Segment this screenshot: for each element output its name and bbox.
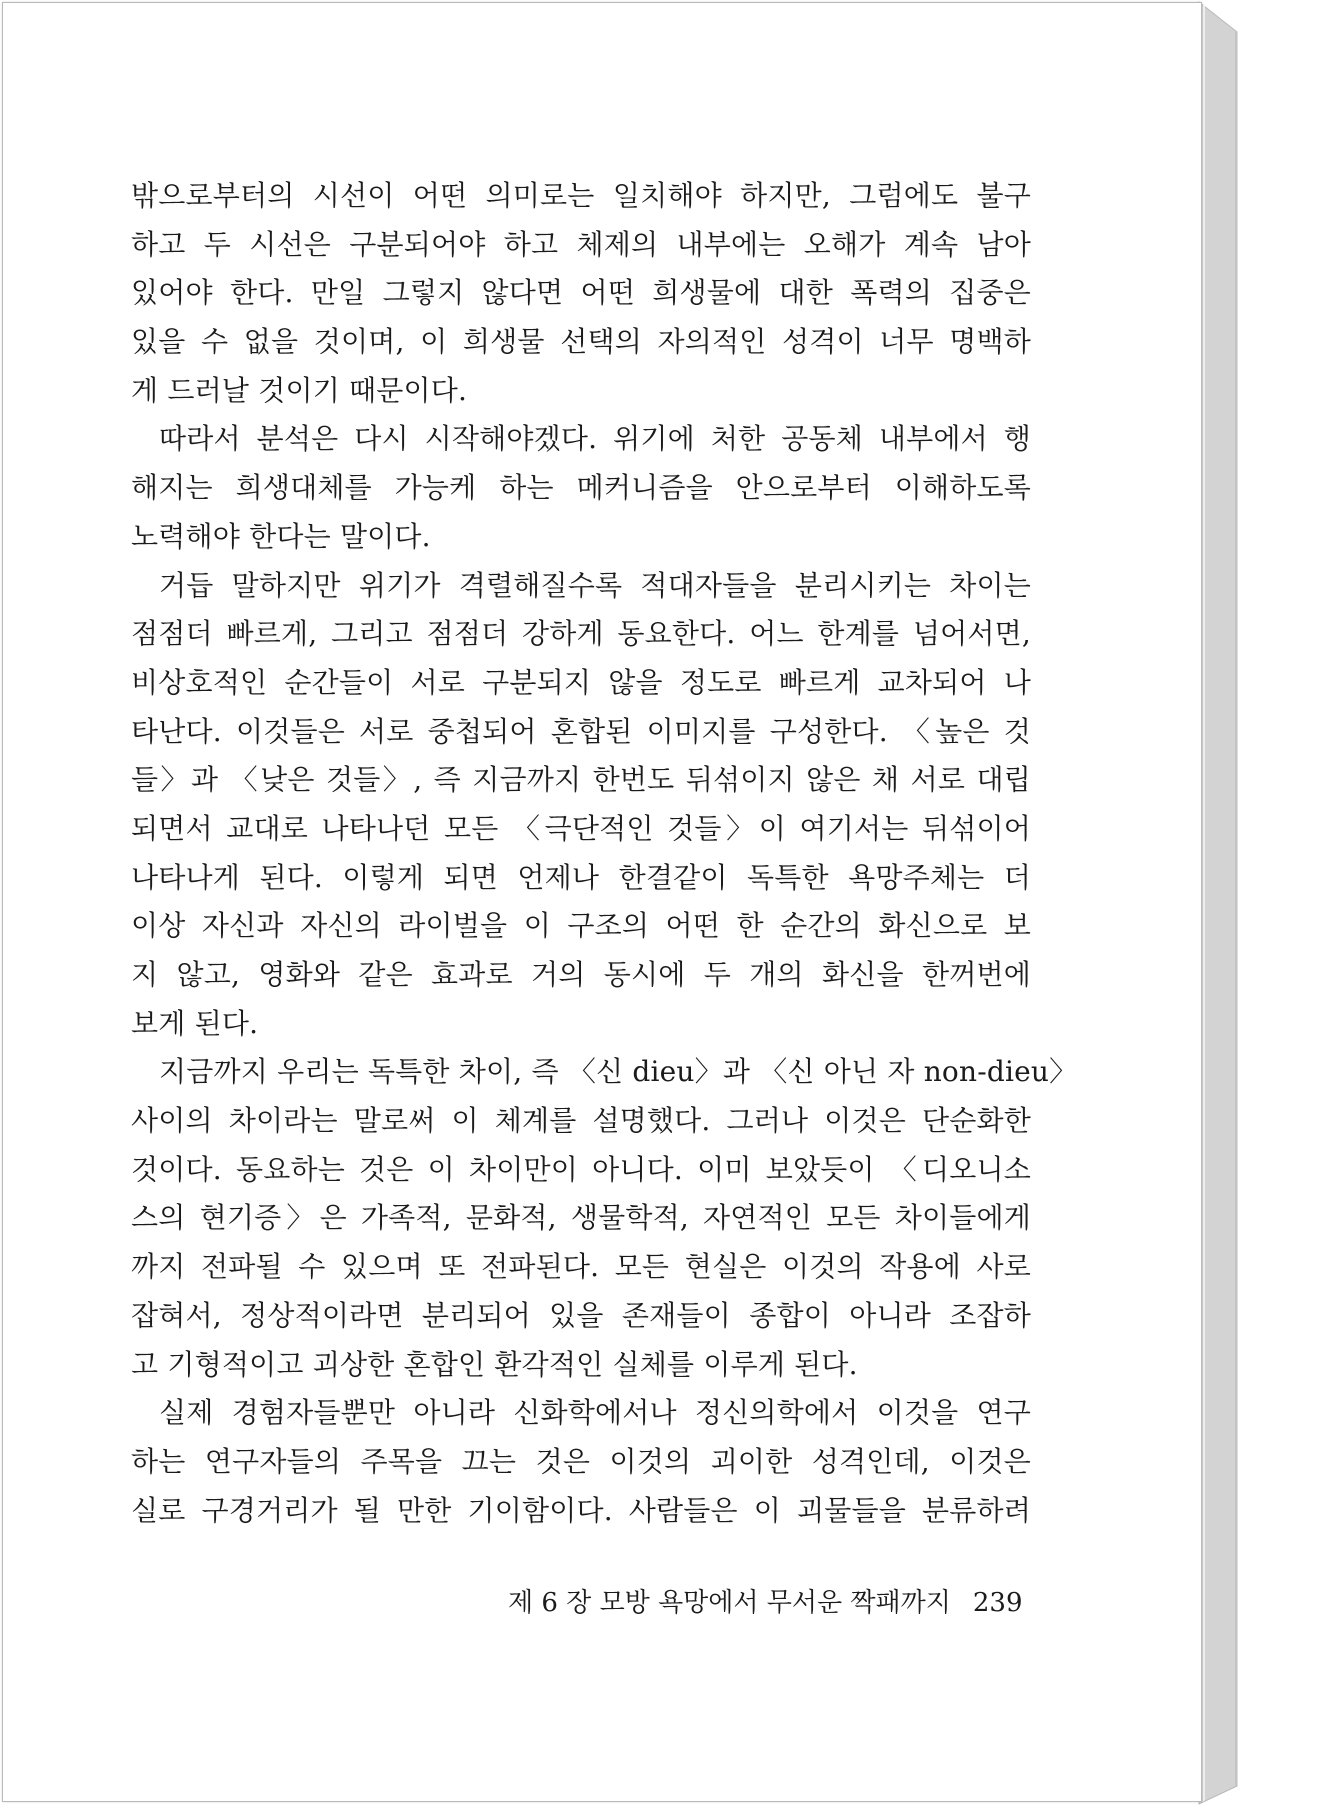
paragraph-1 (131, 172, 1031, 415)
text-line: 밖으로부터의 시선이 어떤 의미로는 일치해야 하지만, 그럼에도 불구 (131, 179, 1031, 212)
text-line: 들〉과 〈낮은 것들〉, 즉 지금까지 한번도 뒤섞이지 않은 채 서로 대립 (131, 763, 1031, 797)
text-line: 점점더 빠르게, 그리고 점점더 강하게 동요한다. 어느 한계를 넘어서면, (131, 617, 1031, 651)
text-line: 되면서 교대로 나타나던 모든 〈극단적인 것들〉이 여기서는 뒤섞이어 (131, 811, 1031, 845)
text-line: 따라서 분석은 다시 시작해야겠다. 위기에 처한 공동체 내부에서 행 (159, 422, 1031, 456)
text-line: 노력해야 한다는 말이다. (131, 519, 431, 553)
text-line: 있어야 한다. 만일 그렇지 않다면 어떤 희생물에 대한 폭력의 집중은 (131, 276, 1031, 310)
paragraph-3 (131, 562, 1031, 1049)
text-line: 고 기형적이고 괴상한 혼합인 환각적인 실체를 이루게 된다. (131, 1347, 858, 1381)
text-line: 지금까지 우리는 독특한 차이, 즉 〈신 dieu〉과 〈신 아닌 자 non-dieu〉 (159, 1055, 1078, 1089)
text-line: 거듭 말하지만 위기가 격렬해질수록 적대자들을 분리시키는 차이는 (159, 568, 1031, 602)
paragraph-2 (131, 415, 1031, 561)
text-line: 실제 경험자들뿐만 아니라 신화학에서나 정신의학에서 이것을 연구 (159, 1396, 1031, 1430)
page-number: 239 (972, 1588, 1023, 1618)
text-line: 해지는 희생대체를 가능케 하는 메커니즘을 안으로부터 이해하도록 (131, 471, 1031, 505)
paragraph-5 (131, 1389, 1031, 1535)
text-line: 지 않고, 영화와 같은 효과로 거의 동시에 두 개의 화신을 한꺼번에 (131, 958, 1031, 991)
text-line: 있을 수 없을 것이며, 이 희생물 선택의 자의적인 성격이 너무 명백하 (131, 325, 1031, 359)
page-footer (508, 1582, 1023, 1619)
text-line: 잡혀서, 정상적이라면 분리되어 있을 존재들이 종합이 아니라 조잡하 (131, 1298, 1031, 1332)
text-line: 스의 현기증〉은 가족적, 문화적, 생물학적, 자연적인 모든 차이들에게 (131, 1201, 1031, 1235)
text-line: 것이다. 동요하는 것은 이 차이만이 아니다. 이미 보았듯이 〈디오니소 (131, 1152, 1031, 1186)
text-line: 이상 자신과 자신의 라이벌을 이 구조의 어떤 한 순간의 화신으로 보 (131, 909, 1031, 943)
text-line: 보게 된다. (131, 1006, 259, 1040)
page-body-text (131, 172, 1078, 1535)
text-line: 게 드러날 것이기 때문이다. (131, 373, 468, 407)
text-line: 비상호적인 순간들이 서로 구분되지 않을 정도로 빠르게 교차되어 나 (131, 665, 1031, 699)
paragraph-4 (131, 1048, 1078, 1389)
text-line: 사이의 차이라는 말로써 이 체계를 설명했다. 그러나 이것은 단순화한 (131, 1104, 1031, 1138)
text-line: 나타나게 된다. 이렇게 되면 언제나 한결같이 독특한 욕망주체는 더 (131, 860, 1031, 894)
running-chapter-title: 제 6 장 모방 욕망에서 무서운 짝패까지 (508, 1588, 951, 1618)
text-line: 하는 연구자들의 주목을 끄는 것은 이것의 괴이한 성격인데, 이것은 (131, 1444, 1031, 1478)
text-line: 까지 전파될 수 있으며 또 전파된다. 모든 현실은 이것의 작용에 사로 (131, 1250, 1031, 1284)
text-line: 하고 두 시선은 구분되어야 하고 체제의 내부에는 오해가 계속 남아 (131, 227, 1031, 261)
text-line: 타난다. 이것들은 서로 중첩되어 혼합된 이미지를 구성한다. 〈높은 것 (131, 714, 1031, 748)
text-line: 실로 구경거리가 될 만한 기이함이다. 사람들은 이 괴물들을 분류하려 (131, 1493, 1031, 1527)
